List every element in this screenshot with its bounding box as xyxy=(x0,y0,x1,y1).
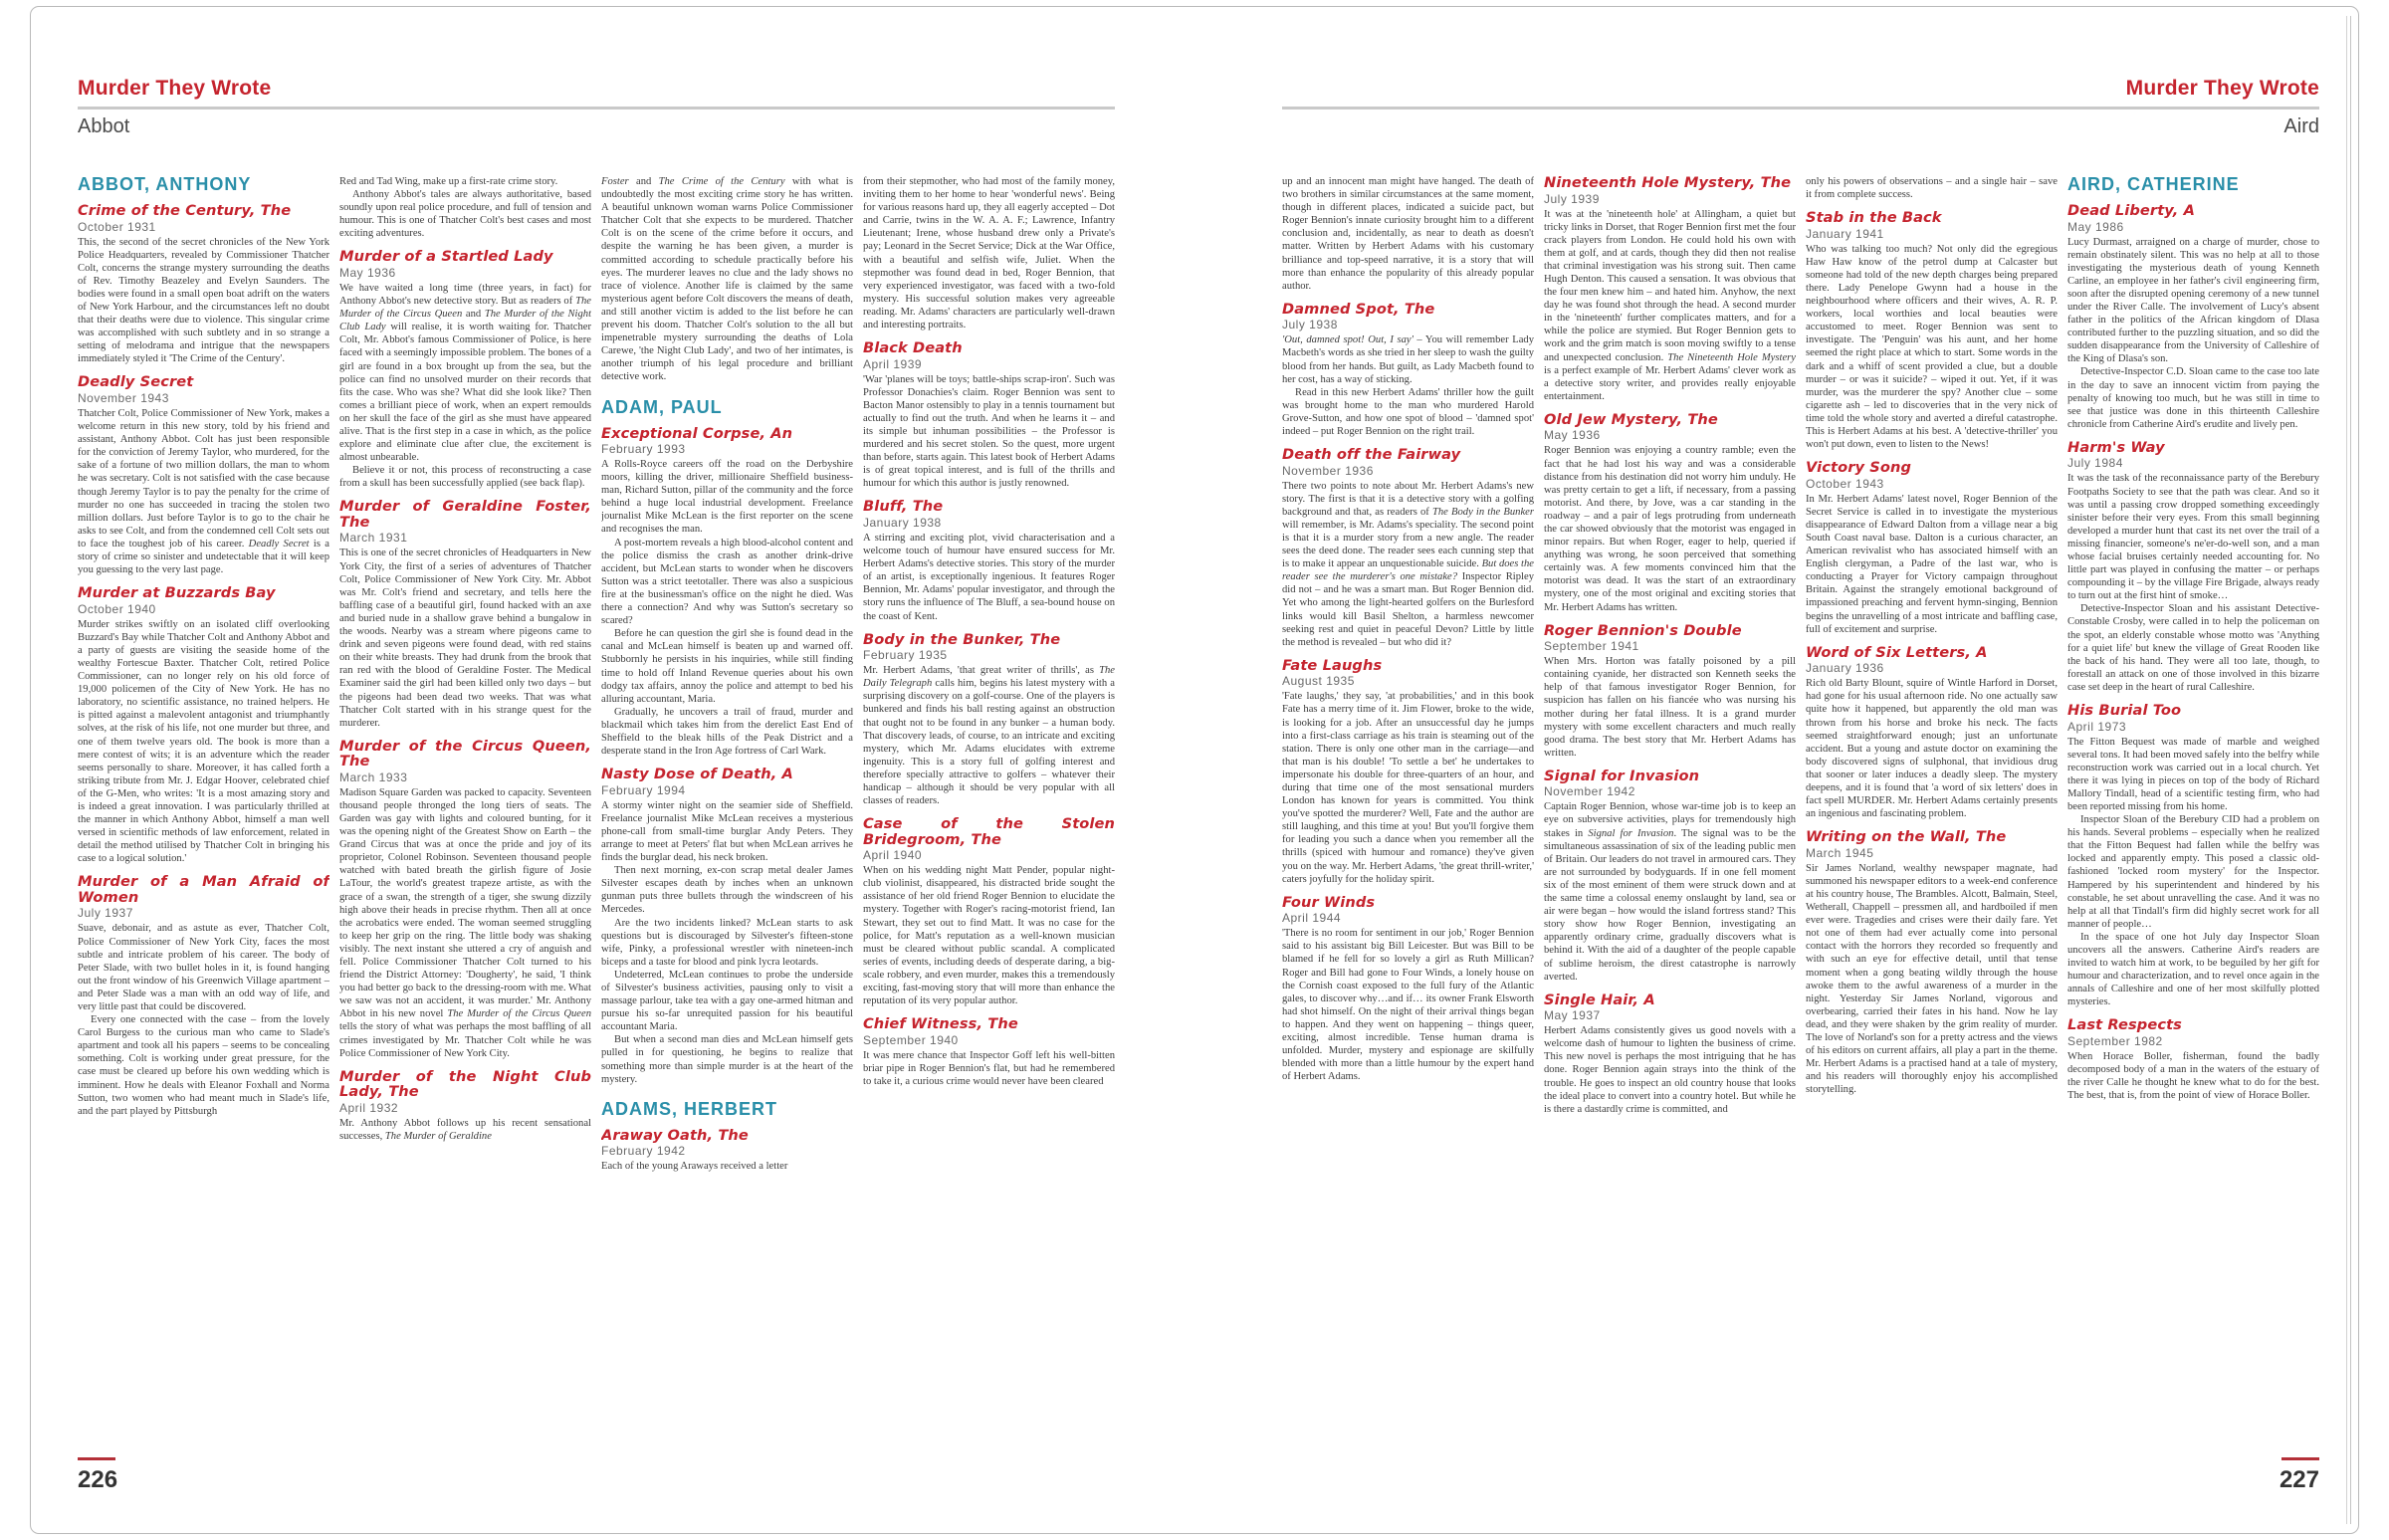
book-entry xyxy=(1544,412,1796,614)
page-number: 226 xyxy=(78,1466,118,1493)
entry-title: Writing on the Wall, The xyxy=(1806,828,2007,846)
text-column xyxy=(1282,175,1534,1430)
entry-paragraph: Read in this new Herbert Adams' thriller how the guilt was brought home to the man who murdered Harold Grove-Sutton, and how one spot of blood – 'damned spot' indeed – put Roger Bennion on the right trail. xyxy=(1282,386,1534,437)
continuation-paragraph: from their stepmother, who had most of the family money, inviting them to her home to hear 'wonderful news'. Being for various reasons hard up, they all eagerly accepted – Dot and Carrie, twins in the W. A. A. F.; Lawrence, Infantry Lieutenant; Irene, whose husband drew only a Private's pay; Leonard in the Secret Service; Dick at the War Office, with a beautiful and selfish wife, Juliet. When the stepmother was found dead in bed, Roger Bennion, that very experienced investigator, was faced with a two-fold mystery. His successful solution makes very agreeable reading. Mr. Adams' characters are particularly well-drawn and interesting portraits. xyxy=(863,176,1115,331)
entry-paragraph: It was the task of the reconnaissance party of the Berebury Footpaths Society to see that the path was clear. And so it was until a passing crow dropped something exceedingly sinister before their very eyes. From this small beginning developed a murder hunt that cast its net over the trail of a missing financier, someone's ne'er-do-well son, and a man whose facial bruises certainly needed accounting for. No little part was played in confusing the matter – or perhaps compounding it – by the village Fire Brigade, always ready to turn out at the first hint of smoke… xyxy=(2067,473,2319,602)
book-entry xyxy=(863,816,1115,1007)
entry-paragraph: Gradually, he uncovers a trail of fraud, murder and blackmail which takes him from the derelict East End of Sheffield to the bleak hills of the Peak District and a desperate stand in the Iron Age fortress of Carl Wark. xyxy=(601,706,853,758)
entry-paragraph: Undeterred, McLean continues to probe the underside of Silvester's business activities, pausing only to visit a massage parlour, take tea with a gay one-armed hitman and pursue his so-far unrequited passion for his beautiful accountant Maria. xyxy=(601,969,853,1033)
book-entry xyxy=(1282,658,1534,886)
continuation-paragraph: Foster and The Crime of the Century with what is undoubtedly the most exciting crime story he has written. A beautiful unknown woman warns Police Commissioner Thatcher Colt that she expects to be murdered. Thatcher Colt is on the scene of the crime before it occurs, and despite the warning he has been given, a murder is committed according to schedule practically before his eyes. The murderer leaves no clue and the lady shows no trace of violence. Another life is claimed by the same mysterious agent before Colt discovers the means of death, and still another victim is added to the list before he can prevent his doom. Thatcher Colt's solution to the all but impenetrable mystery surrounding the deaths of Lola Carewe, 'the Night Club Lady', and two of her intimates, is another triumph of his legal procedure and brilliant detective work. xyxy=(601,176,853,383)
entry-title: Bluff, The xyxy=(863,498,944,516)
section-label: Aird xyxy=(2283,115,2319,137)
entry-paragraph: 'There is no room for sentiment in our job,' Roger Bennion said to his assistant big Bill Leicester. But was Bill to be blamed if he fell for so lovely a girl as Ruth Millican? Roger and Bill had gone to Four Winds, a lonely house on the Cornish coast exposed to the full fury of the Atlantic gales, to discover why…and if… its owner Frank Elsworth had shot himself. On the night of their arrival things began to happen. And they went on happening – things queer, exciting, almost incredible. Tense human drama is unfolded. Murder, mystery and espionage are skilfully blended with more than a little humour by the expert hand of Herbert Adams. xyxy=(1282,928,1534,1083)
book-entry xyxy=(1806,460,2058,636)
entry-paragraph: Roger Bennion was enjoying a country ramble; even the fact that he had lost his way and was a considerable distance from his destination did not worry him unduly. He was pretty certain to get a lift, if necessary, from a passing motorist. And there, by Jove, was a car standing in the roadway – and a pair of legs protruding from underneath the car showed obviously that the motorist was engaged in minor repairs. But when Roger, eager to help, queried if anything was wrong, he soon perceived that something certainly was. A few moments convinced him that the motorist was dead. It was the start of an extraordinary mystery, one of the most original and exciting stories that Mr. Herbert Adams has written. xyxy=(1544,445,1796,613)
continuation-paragraph: up and an innocent man might have hanged. The death of two brothers in similar circumstances at the same moment, though in different places, indicated a suicide pact, but Roger Bennion's innate curiosity brought him to a different conclusion and, incidentally, as near to death as doesn't matter. Written by Herbert Adams with his customary brilliance and top-speed narrative, it is a story that will more than enhance the popularity of this already popular author. xyxy=(1282,176,1534,292)
entry-paragraph: Believe it or not, this process of reconstructing a case from a skull has been successfully applied (see back flap). xyxy=(339,465,591,490)
entry-date: May 1937 xyxy=(1544,1008,1601,1023)
book-entry xyxy=(339,1069,591,1143)
entry-title: Victory Song xyxy=(1806,459,1912,477)
columns-left xyxy=(78,175,1115,1430)
entry-date: January 1938 xyxy=(863,515,942,530)
entry-title: Signal for Invasion xyxy=(1544,767,1700,784)
entry-paragraph: When Horace Boller, fisherman, found the badly decomposed body of a man in the waters of the estuary of the river Calle he thought he knew what to do for the best. The best, that is, from the point of view of Horace Boller. xyxy=(2067,1050,2319,1102)
entry-title: Murder of the Circus Queen, The xyxy=(339,737,591,770)
entry-date: September 1941 xyxy=(1544,639,1639,654)
entry-paragraph: Mr. Herbert Adams, 'that great writer of thrills', as The Daily Telegraph calls him, begins his latest mystery with a surprising discovery on a golf-course. One of the players is bunkered and finds his ball resting against an obstruction that ought not to be found in any bunker – a human body. That discovery leads, of course, to an intricate and exciting mystery, which Mr. Adams elucidates with extreme ingenuity. This is a story full of golfing interest and therefore specially attractive to golfers – whatever their handicap – although it should be very popular with all classes of readers. xyxy=(863,665,1115,807)
book-entry xyxy=(2067,440,2319,694)
continuation-paragraph: Anthony Abbot's tales are always authoritative, based soundly upon real police procedure, and full of tension and humour. This is one of Thatcher Colt's best cases and most exciting adventures. xyxy=(339,189,591,240)
entry-date: March 1945 xyxy=(1806,845,1874,860)
page-header-left xyxy=(78,78,1115,138)
entry-title: Nineteenth Hole Mystery, The xyxy=(1544,175,1792,191)
entry-date: March 1931 xyxy=(339,531,408,546)
entry-title: Death off the Fairway xyxy=(1282,446,1461,464)
text-column xyxy=(1544,175,1796,1430)
book-entry xyxy=(1806,645,2058,821)
entry-date: May 1986 xyxy=(2067,219,2124,234)
page-header-right xyxy=(1282,78,2319,138)
entry-paragraph: When on his wedding night Matt Pender, popular night-club violinist, disappeared, his distracted bride sought the assistance of her old friend Roger Bennion to elucidate the mystery. Together with Roger's racing-motorist friend, Ian Stewart, they set out to find Matt. It was no case for the police, for Matt's reputation as a well-known musician must be cleared without public scandal. A complicated series of events, including deeds of desperate daring, a big-scale robbery, and even murder, makes this a tremendously exciting, fast-moving story that will more than enhance the reputation of its very popular author. xyxy=(863,865,1115,1007)
entry-paragraph: Murder strikes swiftly on an isolated cliff overlooking Buzzard's Bay while Thatcher Colt and Anthony Abbot and a party of guests are visiting the seaside home of the wealthy Fortescue Baxter. Thatcher Colt, retired Police Commissioner, can no longer rely on his old force of 19,000 policemen of the City of New York. He has no laboratory, no scientific assistance, no trained helpers. He is pitted against a malevolent antagonist and triumphantly solves, at the risk of his life, not one murder but three, and one of them twelve years old. The book is more than a mere contest of wits; it is an adventure which the reader seems personally to share. Moreover, it has called forth a striking tribute from Mr. J. Edgar Hoover, celebrated chief of the G-Men, who writes: 'It is a most amazing story and is indeed a great innovation. I was particularly thrilled at the manner in which Anthony Abbot, himself a man well versed in scientific methods of law enforcement, related in detail the method utilised by Thatcher Colt in bringing his case to a logical solution.' xyxy=(78,618,329,865)
book-entry xyxy=(1544,992,1796,1116)
entry-paragraph: Captain Roger Bennion, whose war-time job is to keep an eye on subversive activities, plays for tremendously high stakes in Signal for Invasion. The signal was to be the simultaneous assassination of six of the leading public men of Britain. Our leaders do not travel in armoured cars. They are not surrounded by bodyguards. If in one fell moment six of the most eminent of them were struck down and at the same time a colossal enemy onslaught by land, sea or air were began – how would the island fortress stand? This story show how Roger Bennion, investigating an apparently ordinary crime, gradually discovers what is behind it. With the aid of a daughter of the people capable of sublime heroism, the direst catastrophe is narrowly averted. xyxy=(1544,801,1796,983)
entry-title: Four Winds xyxy=(1282,893,1376,911)
entry-paragraph: Inspector Sloan of the Berebury CID had a problem on his hands. Several problems – especially when he realized that the Fitton Bequest had fallen while the belfry was locked and apparently empty. This posed a classic old-fashioned 'locked room mystery' for the Inspector. Hampered by his superintendent and hindered by his constable, he set about unravelling the case. And it was no help at all that Tindall's firm did highly secret work for all manner of people… xyxy=(2067,814,2319,930)
book-entry xyxy=(863,340,1115,490)
author-heading: ADAMS, HERBERT xyxy=(601,1098,778,1119)
entry-title: Chief Witness, The xyxy=(863,1015,1018,1033)
entry-paragraph: Every one connected with the case – from the lovely Carol Burgess to the curious man who came to Slade's apartment and took all his papers – seems to be concealing something. Colt is working under great pressure, for the case must be cleared up before his own wedding which is imminent. How he deals with Eleanor Foxhall and Norma Sutton, two women who had meant much in Slade's life, and the part played by Pittsburgh xyxy=(78,1014,329,1117)
entry-title: Deadly Secret xyxy=(78,373,194,391)
entry-title: Crime of the Century, The xyxy=(78,202,292,219)
entry-paragraph: Each of the young Araways received a letter xyxy=(601,1161,788,1173)
entry-paragraph: Thatcher Colt, Police Commissioner of New York, makes a welcome return in this new story, told by his friend and assistant, Anthony Abbot. Colt has just been responsible for the conviction of Jeremy Taylor, who murdered, for the sake of a fortune of two million dollars, the man to whom he was secretary. Colt is not satisfied with the case because though Jeremy Taylor is to pay the penalty for the crime of murder no one has succeeded in tracing the stolen two million dollars. Just before Taylor is to go to the chair he asks to see Colt, and from the condemned cell Colt sets out to face the toughest job of his career. Deadly Secret is a story of crime so sinister and undetectable that it will keep you guessing to the very last page. xyxy=(78,407,329,576)
entry-paragraph: 'Fate laughs,' they say, 'at probabilities,' and in this book Fate has a merry time of it. Jim Flower, broke to the wide, is looking for a job. After an unsuccessful day he jumps into a first-class carriage as his train is steaming out of the station. There is only one other man in the carriage—and that man is his double! 'To settle a bet' he undertakes to impersonate his double for three-quarters of an hour, and during that time one of the most sensational murders London has known for years is committed. You think you've spotted the murderer? Well, Fate and the author are still laughing, and this time at you! But you'll forgive them for leading you such a dance when you remember all the thrills (spiced with humour and romance) they've given you on the way. Mr. Herbert Adams, 'the great thrill-writer,' caters joyfully for the holiday spirit. xyxy=(1282,691,1534,885)
entry-title: Stab in the Back xyxy=(1806,209,1942,227)
running-head: Murder They Wrote xyxy=(78,77,272,100)
entry-date: April 1940 xyxy=(863,848,923,863)
entry-paragraph: This, the second of the secret chronicles of the New York Police Headquarters, revealed by Commissioner Thatcher Colt, concerns the strange mystery surrounding the deaths of Rev. Timothy Beazeley and Evelyn Saunders. The bodies were found in a small open boat adrift on the waters of New York Harbour, and the circumstances left no doubt that their deaths were due to violence. This singular crime was accomplished with such subtlety and in so strange a setting of melodrama and intrigue that the newspapers immediately styled it 'The Crime of the Century'. xyxy=(78,236,329,365)
book-entry xyxy=(2067,703,2319,1008)
book-entry xyxy=(78,374,329,576)
continuation-paragraph: only his powers of observations – and a single hair – save it from complete success. xyxy=(1806,176,2058,201)
entry-paragraph: Rich old Barty Blount, squire of Wintle Harford in Dorset, had gone for his usual afternoon ride. No one actually saw quite how it happened, but apparently the old man was thrown from his horse and broke his neck. The facts seemed straightforward enough; just an unfortunate accident. But a young and astute doctor on examining the body discovered signs of sulphonal, that invidious drug that sooner or later induces a deadly sleep. The mystery deepens, and it is found that 'a word of six letters' does in fact spell MURDER. Mr. Herbert Adams certainly presents an ingenious and fascinating problem. xyxy=(1806,678,2058,820)
entry-title: Murder at Buzzards Bay xyxy=(78,584,276,602)
columns-right xyxy=(1282,175,2319,1430)
book-entry xyxy=(339,499,591,729)
entry-date: November 1942 xyxy=(1544,784,1635,799)
book-entry xyxy=(863,1016,1115,1088)
book-entry xyxy=(601,426,853,759)
book-entry xyxy=(1806,829,2058,1096)
book-entry xyxy=(78,203,329,365)
text-column xyxy=(339,175,591,1430)
book-entry xyxy=(863,499,1115,622)
page-right xyxy=(1282,0,2319,1540)
entry-paragraph: Sir James Norland, wealthy newspaper magnate, had summoned his newspaper editors to a week-end conference at his country house, The Brambles. Alcott, Balmain, Steel, Wetherall, Chappell – pressmen all, and hardboiled if men ever were. Tragedies and crises were their daily fare. Yet not one of them had ever actually come into personal contact with the horrors they recorded so frequently and with such an eye for effective detail, until that tense moment when a gong beating wildly through the house awoke them to the awful awareness of a murder in the night. Yesterday Sir James Norland, vigorous and overbearing, carried their fates in his hand. Now he lay dead, and they were shaken by the grim reality of murder. The love of Norland's son for a pretty actress and the views of his editors on current affairs, all play a part in the theme. Mr. Herbert Adams is a practised hand at a tale of mystery, and his readers will thoroughly enjoy his accomplished storytelling. xyxy=(1806,862,2058,1096)
entry-title: Roger Bennion's Double xyxy=(1544,621,1742,639)
book-entry xyxy=(339,739,591,1060)
book-entry xyxy=(601,767,853,1086)
entry-date: September 1982 xyxy=(2067,1033,2163,1048)
continuation-text xyxy=(1282,175,1534,293)
entry-date: March 1933 xyxy=(339,770,408,784)
entry-date: May 1936 xyxy=(339,265,396,280)
entry-date: July 1937 xyxy=(78,906,133,921)
entry-date: October 1943 xyxy=(1806,476,1884,491)
entry-date: July 1938 xyxy=(1282,318,1338,332)
entry-paragraph: Are the two incidents linked? McLean starts to ask questions but is discouraged by Silvester's fifteen-stone wife, Pinky, a professional wrestler with nineteen-inch biceps and a taste for blood and pink lycra leotards. xyxy=(601,917,853,968)
continuation-text xyxy=(601,175,853,384)
entry-date: October 1940 xyxy=(78,601,156,616)
entry-title: Word of Six Letters, A xyxy=(1806,643,1988,661)
page-footer-right xyxy=(2280,1457,2319,1494)
entry-paragraph: The Fitton Bequest was made of marble and weighed several tons. It had been moved safely into the belfry while reconstruction work was carried out in a local church. Yet there it was lying in pieces on top of the body of Richard Mallory Tindall, head of a scientific testing firm, who had been reported missing from his home. xyxy=(2067,736,2319,812)
book-entry xyxy=(1544,175,1796,403)
continuation-text xyxy=(339,175,591,240)
book-entry xyxy=(1282,447,1534,649)
book-entry xyxy=(78,585,329,865)
entry-title: Murder of the Night Club Lady, The xyxy=(339,1067,591,1101)
entry-date: April 1932 xyxy=(339,1100,399,1115)
entry-date: May 1936 xyxy=(1544,428,1601,443)
entry-paragraph: Detective-Inspector Sloan and his assistant Detective-Constable Crosby, were called in to help the policeman on the spot, an elderly constable whose motto was 'Anything for a quiet life' but knew the village of Great Rooden like the back of his hand. They were all too late, though, to forestall an attack on one of those involved in this bizarre case set deep in the heart of rural Calleshire. xyxy=(2067,603,2319,693)
entry-paragraph: Herbert Adams consistently gives us good novels with a welcome dash of humour to lighten the business of crime. This new novel is perhaps the most intriguing that he has done. Roger Bennion again strays into the think of the trouble. He goes to inspect an old country house that looks the ideal place to convert into a country hotel. But while he is there a dastardly crime is committed, and xyxy=(1544,1025,1796,1115)
entry-date: February 1942 xyxy=(601,1144,686,1159)
book-entry xyxy=(2067,1017,2319,1102)
entry-date: February 1935 xyxy=(863,648,948,663)
entry-paragraph: Lucy Durmast, arraigned on a charge of murder, chose to remain obstinately silent. This was no help at all to those investigating the mysterious death of young Kenneth Carline, an employee in her father's civil engineering firm, soon after the disrupted opening ceremony of a new tunnel under the River Calle. The involvement of Lucy's absent father in the politics of the African kingdom of Dlasa contributed further to the puzzling situation, and so did the sudden disappearance from the University of Calleshire of the King of Dlasa's son. xyxy=(2067,236,2319,365)
entry-title: Single Hair, A xyxy=(1544,990,1655,1008)
author-heading: ABBOT, ANTHONY xyxy=(78,175,252,194)
section-label: Abbot xyxy=(78,115,130,137)
entry-title: Old Jew Mystery, The xyxy=(1544,410,1718,428)
book-entry xyxy=(863,632,1115,808)
running-head: Murder They Wrote xyxy=(2125,77,2319,100)
text-column xyxy=(78,175,329,1430)
entry-title: Case of the Stolen Bridegroom, The xyxy=(863,815,1115,848)
entry-date: July 1984 xyxy=(2067,456,2123,471)
book-entry xyxy=(339,249,591,490)
entry-title: Nasty Dose of Death, A xyxy=(601,766,793,783)
entry-paragraph: A post-mortem reveals a high blood-alcohol content and the police dismiss the crash as another drink-drive accident, but McLean starts to wonder when he discovers Sutton was a strict teetotaller. There was also a suspicious fire at the businessman's office on the night he died. Was there a connection? And why was Sutton's secretary so scared? xyxy=(601,537,853,627)
author-heading: AIRD, CATHERINE xyxy=(2067,175,2240,194)
entry-date: July 1939 xyxy=(1544,191,1600,206)
entry-paragraph: It was at the 'nineteenth hole' at Allingham, a quiet but tricky links in Dorset, that Roger Bennion first met the four crack players from London. He could hold his own with them at golf, and at cards, though they did then not realise that criminal investigation was his strong suit. Then came Hugh Denton. This caused a sensation. It was obvious that the four men knew him – and hated him. Anyhow, the next day he was found shot through the head. A second murder in the 'nineteenth' further complicates matters, and for a while the police are stymied. But Roger Bennion gets to work and the grim match is soon moving swiftly to a tense and unexpected conclusion. The Nineteenth Hole Mystery is a perfect example of Mr. Herbert Adams' clever work as a detective story writer, and provides really enjoyable entertainment. xyxy=(1544,208,1796,402)
entry-paragraph: In Mr. Herbert Adams' latest novel, Roger Bennion of the Secret Service is called in to investigate the mysterious disappearance of Edward Dalton from a village near a big South Coast naval base. Dalton is a curious character, an American revivalist who has associated himself with an English clergyman, a Padre of the last war, who is conducting a Prayer for Victory campaign throughout Britain. Against the strangely emotional background of impassioned preaching and fervent hymn-singing, Bennion begins the unravelling of a most intricate and baffling case, full of excitement and surprise. xyxy=(1806,493,2058,635)
page-left xyxy=(78,0,1115,1540)
book-entry xyxy=(1544,623,1796,760)
entry-date: November 1943 xyxy=(78,390,169,405)
entry-title: Damned Spot, The xyxy=(1282,300,1435,318)
footer-rule xyxy=(78,1457,115,1460)
text-column xyxy=(601,175,853,1430)
book-entry xyxy=(1806,210,2058,451)
entry-date: September 1940 xyxy=(863,1032,959,1047)
entry-title: His Burial Too xyxy=(2067,702,2182,719)
text-column xyxy=(2067,175,2319,1430)
entry-paragraph: A Rolls-Royce careers off the road on the Derbyshire moors, killing the driver, millionaire Sheffield business-man, Richard Sutton, pillar of the community and the force behind a huge local industrial development. Freelance journalist Mike McLean is the first reporter on the scene and recognises the man. xyxy=(601,459,853,536)
entry-date: January 1941 xyxy=(1806,226,1884,241)
entry-title: Fate Laughs xyxy=(1282,656,1383,674)
entry-paragraph: But when a second man dies and McLean himself gets pulled in for questioning, he begins to realize that something more than simple murder is at the heart of the mystery. xyxy=(601,1034,853,1085)
entry-date: August 1935 xyxy=(1282,674,1355,689)
entry-paragraph: Suave, debonair, and as astute as ever, Thatcher Colt, Police Commissioner of New York City, faces the most subtle and intricate problem of his career. The body of Peter Slade, with two bullet holes in it, is found hanging out the front window of his Greenwich Village apartment – and Peter Slade was a man with an odd way of life, and very little past that could be discovered. xyxy=(78,923,329,1012)
entry-title: Last Respects xyxy=(2067,1016,2182,1034)
continuation-text xyxy=(863,175,1115,331)
entry-paragraph: 'War 'planes will be toys; battle-ships scrap-iron'. Such was Professor Donachies's claim. Roger Bennion was sent to Bacton Manor ostensibly to play in a tennis tournament but actually to find out the truth. And when he learns it – and its simple but inhuman possibilities – the Professor is murdered and his secret stolen. So the quest, more urgent than before, starts again. This latest book of Herbert Adams is of great topical interest, and is full of the thrills and humour for which this author is justly renowned. xyxy=(863,373,1115,490)
header-rule xyxy=(78,107,1115,110)
book-entry xyxy=(1544,769,1796,984)
entry-paragraph: 'Out, damned spot! Out, I say' – You will remember Lady Macbeth's words as she tried in her sleep to wash the guilty blood from her hands. But guilt, as Lady Macbeth found to her cost, has a way of sticking. xyxy=(1282,334,1534,385)
book-entry xyxy=(601,1128,853,1174)
footer-rule xyxy=(2281,1457,2319,1460)
book-entry xyxy=(78,874,329,1117)
entry-paragraph: In the space of one hot July day Inspector Sloan uncovers all the answers. Catherine Aird's readers are invited to watch him at work, to be beguiled by her gift for humour and characterization, and to revel once again in the annals of Calleshire and one of her most skilfully plotted mysteries. xyxy=(2067,931,2319,1008)
entry-paragraph: This is one of the secret chronicles of Headquarters in New York City, the first of a series of adventures of Thatcher Colt, Police Commissioner of New York City. Mr. Abbot was Mr. Colt's friend and secretary, and tells here the baffling case of a beautiful girl, found hacked with an axe and buried nude in a shallow grave behind a bungalow in the woods. Nearby was a stream where pigeons came to drink and seven pigeons were found dead, with red stains on their white breasts. They had drunk from the brook that ran red with the blood of Geraldine Foster. The Medical Examiner said the girl had been killed only two days – but the pigeons had been dead two weeks. That was what Thatcher Colt started with in his strange quest for the murderer. xyxy=(339,548,591,729)
header-rule xyxy=(1282,107,2319,110)
entry-title: Murder of a Man Afraid of Women xyxy=(78,873,329,906)
entry-paragraph: A stirring and exciting plot, vivid characterisation and a welcome touch of humour have ensured success for Mr. Herbert Adams's detective stories. This story of the murder of an artist, is exceptionally ingenious. It features Roger Bennion, Mr. Adams' popular investigator, and through the story runs the influence of The Bluff, a sea-bound house on the coast of Kent. xyxy=(863,532,1115,622)
entry-paragraph: Mr. Anthony Abbot follows up his recent sensational successes, The Murder of Geraldine xyxy=(339,1117,591,1142)
book-entry xyxy=(1282,302,1534,438)
author-heading: ADAM, PAUL xyxy=(601,396,723,417)
entry-title: Black Death xyxy=(863,339,963,357)
entry-date: October 1931 xyxy=(78,219,156,234)
entry-date: April 1939 xyxy=(863,356,923,371)
text-column xyxy=(863,175,1115,1430)
entry-paragraph: Before he can question the girl she is found dead in the canal and McLean himself is beaten up and warned off. Stubbornly he persists in his inquiries, while still finding time to hold off Inland Revenue queries about his own dodgy tax affairs, annoy the police and attempt to bed his alluring accountant, Maria. xyxy=(601,628,853,705)
entry-paragraph: There two points to note about Mr. Herbert Adams's new story. The first is that it is a detective story with a golfing background and that, as readers of The Body in the Bunker will remember, is Mr. Adams's speciality. The second point is that it is a murder story from a new angle. The reader sees the deed done. The reader sees each cunning step that is to make it appear an unquestionable suicide. But does the reader see the murderer's one mistake? Inspector Ripley did not – and he was a smart man. But Roger Bennion did. Yet who among the light-hearted golfers on the Burlesford links would kill Basil Shelton, a harmless newcomer seeking rest and quiet in peaceful Devon? Little by little the method is revealed – but who did it? xyxy=(1282,480,1534,648)
entry-date: April 1944 xyxy=(1282,911,1342,926)
entry-date: February 1994 xyxy=(601,782,686,797)
text-column xyxy=(1806,175,2058,1430)
page-footer-left xyxy=(78,1457,117,1494)
entry-date: January 1936 xyxy=(1806,661,1884,676)
entry-paragraph: Then next morning, ex-con scrap metal dealer James Silvester escapes death by inches when an unknown gunman puts three bullets through the windscreen of his Mercedes. xyxy=(601,865,853,916)
entry-title: Exceptional Corpse, An xyxy=(601,424,793,442)
continuation-paragraph: Red and Tad Wing, make up a first-rate crime story. xyxy=(339,176,558,187)
entry-paragraph: When Mrs. Horton was fatally poisoned by a pill containing cyanide, her distracted son Kenneth seeks the help of that famous investigator Roger Bennion, for suspicion has fallen on his fiancée who was nursing his mother during her fatal illness. It is a grand murder mystery with some excellent characters and much really good drama. The best story that Mr. Herbert Adams has written. xyxy=(1544,656,1796,759)
entry-title: Murder of a Startled Lady xyxy=(339,248,553,266)
entry-title: Harm's Way xyxy=(2067,438,2165,456)
entry-title: Araway Oath, The xyxy=(601,1126,749,1144)
entry-date: February 1993 xyxy=(601,442,686,456)
page-edge-line xyxy=(2346,16,2351,1524)
entry-date: November 1936 xyxy=(1282,463,1374,478)
entry-paragraph: Madison Square Garden was packed to capacity. Seventeen thousand people thronged the long tiers of seats. The Garden was gay with lights and coloured bunting, for it was the opening night of the Greatest Show on Earth – the Grand Circus that was at once the pride and joy of its proprietor, Colonel Robinson. Seventeen thousand people watched with bated breath the girlish figure of Josie LaTour, the world's greatest trapeze artiste, as with the grace of a swan, the strength of a tiger, she swung dizzily high above their heads in precise rhythm. Then all at once the acrobatics were ended. The woman seemed struggling to keep her grip on the ring. The little body was shaking visibly. The next instant she uttered a cry of anguish and fell. Police Commissioner Thatcher Colt turned to his friend the District Attorney: 'Dougherty', he said, 'I think you had better go back to the dressing-room with me. What we saw was not an accident, it was murder.' Mr. Anthony Abbot in his new novel The Murder of the Circus Queen tells the story of what was perhaps the most baffling of all crimes investigated by Mr. Thatcher Colt while he was Police Commissioner of New York City. xyxy=(339,786,591,1059)
entry-paragraph: A stormy winter night on the seamier side of Sheffield. Freelance journalist Mike McLean receives a mysterious phone-call from small-time burglar Andy Peters. They arrange to meet at Peters' flat but when McLean arrives he finds the burglar dead, his neck broken. xyxy=(601,799,853,864)
entry-title: Body in the Bunker, The xyxy=(863,630,1061,648)
entry-paragraph: Detective-Inspector C.D. Sloan came to the case too late in the day to save an innocent victim from paying the penalty of knowing too much, but he was still in time to see that justice was done in this thirteenth Calleshire chronicle from Catherine Aird's erudite and lively pen. xyxy=(2067,366,2319,430)
entry-date: April 1973 xyxy=(2067,719,2127,734)
book-entry xyxy=(2067,203,2319,431)
entry-paragraph: Who was talking too much? Not only did the egregious Haw Haw know of the petrol dump at Calcaster but someone had told of the new depth charges being prepared there. Lady Penelope Gwynn had a house in the neighbourhood where officers and their wives, A. R. P. workers, local worthies and local beauties were accustomed to meet. Roger Bennion was sent to investigate. The 'Penguin' was his aunt, and her home seemed the right place at which to start. Some words in the dark and a whiff of scent provided a clue, but a double murder – or was it suicide? – wiped it out. Yet, if it was murder, was the murderer the spy? Another clue – some cigarette ash – led to discoveries that in the very nick of time told the whole story and averted a direful catastrophe. This is Herbert Adams at his best. A 'detective-thriller' you won't put down, even to listen to the News! xyxy=(1806,243,2058,451)
entry-title: Dead Liberty, A xyxy=(2067,202,2196,219)
entry-paragraph: We have waited a long time (three years, in fact) for Anthony Abbot's new detective story. But as readers of The Murder of the Circus Queen and The Murder of the Night Club Lady will realise, it is worth waiting for. Thatcher Colt, Mr. Abbot's famous Commissioner of Police, is here faced with a seemingly impossible problem. The bones of a girl are found in a box brought up from the sea, but the police can find no unsolved murder on their records that fits the case. Who was she? What did she look like? Then comes a brilliant piece of work, when an expert remoulds on her skull the face of the girl as she must have appeared alive. That is the first step in a case in which, as the police explore and eliminate clue after clue, the excitement is almost unbearable. xyxy=(339,282,591,464)
entry-paragraph: It was mere chance that Inspector Goff left his well-bitten briar pipe in Roger Bennion's flat, but had he remembered to take it, a curious crime would never have been cleared xyxy=(863,1049,1115,1087)
continuation-text xyxy=(1806,175,2058,201)
entry-title: Murder of Geraldine Foster, The xyxy=(339,498,591,531)
page-number: 227 xyxy=(2279,1466,2319,1493)
book-entry xyxy=(1282,895,1534,1084)
